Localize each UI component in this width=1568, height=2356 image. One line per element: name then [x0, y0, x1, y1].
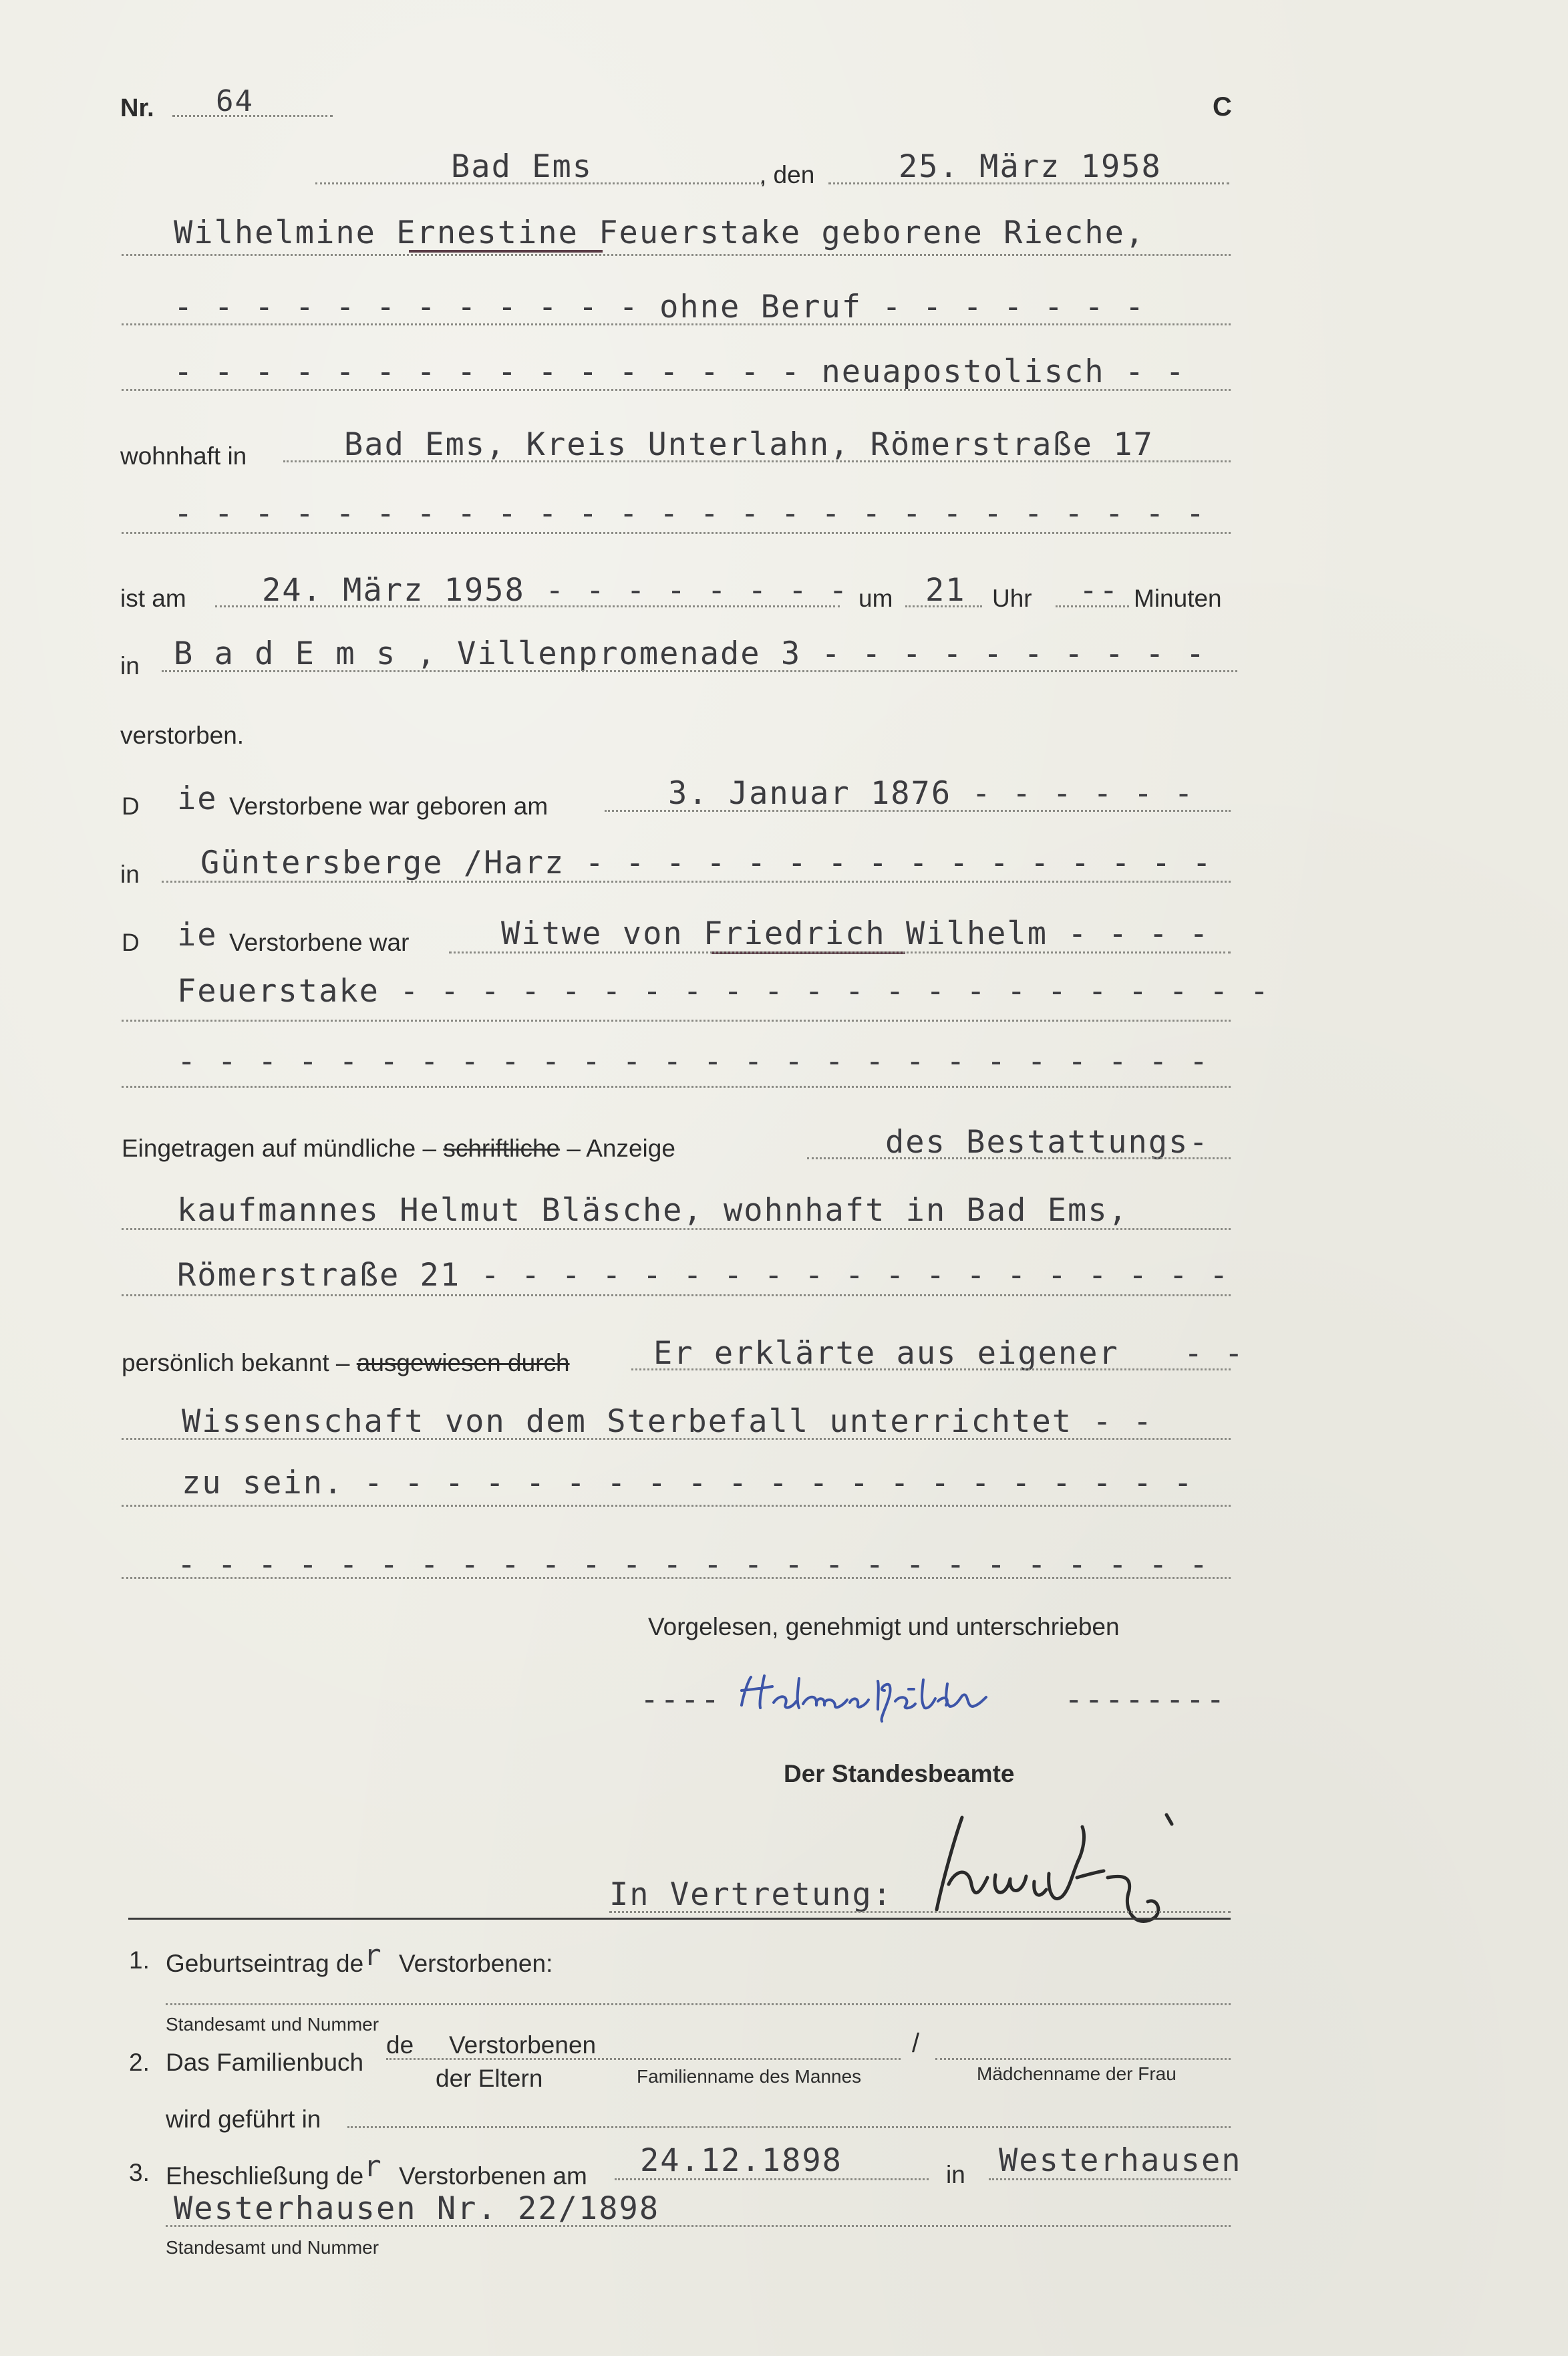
status-ie-typed: ie — [177, 917, 218, 953]
item3-typed-r: r — [363, 2150, 383, 2184]
deceased-name: Wilhelmine Ernestine Feuerstake geborene Rieche, — [174, 214, 1146, 251]
item3-label — [166, 2150, 587, 2190]
death-minutes-line — [1056, 605, 1129, 607]
marital-status-line3-dots — [122, 1086, 1231, 1088]
informant-dashes-left: ---- — [640, 1681, 722, 1718]
marital-status-line2: Feuerstake - - - - - - - - - - - - - - - - - - - - - - — [177, 973, 1271, 1010]
bekannt-label-a: persönlich bekannt – — [122, 1349, 350, 1376]
item1-label-a: Geburtseintrag de — [166, 1950, 364, 1977]
vertretung-line — [609, 1911, 1231, 1913]
item2-verstorbenen-label: Verstorbenen — [449, 2031, 597, 2059]
marital-status-line1: Witwe von Friedrich Wilhelm - - - - — [501, 915, 1210, 952]
item2-number: 2. — [129, 2049, 150, 2076]
in-vertretung-label: In Vertretung: — [609, 1876, 893, 1913]
birth-date-line — [605, 810, 1231, 812]
informant-line1-dots — [807, 1157, 1231, 1159]
declaration-line4-dots — [122, 1577, 1231, 1579]
item3-label-a: Eheschließung de — [166, 2162, 364, 2190]
registration-date-line — [828, 182, 1229, 184]
residence-continuation: - - - - - - - - - - - - - - - - - - - - - - - - - - — [174, 495, 1207, 532]
birth-d-label: D — [122, 792, 140, 820]
residence-continuation-line — [122, 532, 1231, 534]
declaration-line1: Er erklärte aus eigener — [653, 1335, 1119, 1372]
informant-signature — [735, 1670, 1015, 1724]
birth-place: Güntersberge /Harz - - - - - - - - - - - - - - - - — [200, 845, 1213, 881]
death-minutes: -- — [1079, 572, 1120, 609]
item3-label-b: Verstorbenen am — [398, 2162, 587, 2190]
item1-typed-r: r — [363, 1938, 383, 1972]
informant-line1: des Bestattungs- — [885, 1124, 1209, 1161]
minuten-label: Minuten — [1134, 585, 1222, 612]
death-place-in-label: in — [120, 652, 140, 680]
residence-line — [283, 460, 1231, 462]
eingetragen-label-a: Eingetragen auf mündliche – — [122, 1135, 437, 1162]
religion-line: - - - - - - - - - - - - - - - - neuapostolisch - - — [174, 353, 1186, 390]
occupation-dotted-line — [122, 323, 1231, 325]
eingetragen-label-b: – Anzeige — [567, 1135, 675, 1162]
item2-gefuehrt-line — [347, 2126, 1231, 2128]
item1-dotted-line — [166, 2003, 1231, 2005]
item2-label: Das Familienbuch — [166, 2049, 364, 2076]
ist-am-label: ist am — [120, 585, 186, 612]
birth-place-in-label: in — [120, 861, 140, 888]
item1-standesamt-caption: Standesamt und Nummer — [166, 2014, 379, 2035]
declaration-line3-dots — [122, 1505, 1231, 1507]
marriage-place-line — [989, 2178, 1231, 2180]
declaration-line1-tail: - - — [1184, 1335, 1245, 1372]
marital-status-line1-dots — [449, 951, 1231, 953]
wohnhaft-label: wohnhaft in — [120, 442, 247, 470]
informant-dashes-right: -------- — [1064, 1681, 1227, 1718]
marriage-place: Westerhausen — [999, 2142, 1242, 2179]
bekannt-label — [122, 1350, 570, 1375]
uhr-label: Uhr — [992, 585, 1032, 612]
declaration-line3: zu sein. - - - - - - - - - - - - - - - - - - - - - — [182, 1465, 1194, 1501]
item3-standesamt-caption: Standesamt und Nummer — [166, 2237, 379, 2258]
status-d-label: D — [122, 929, 140, 956]
footer-separator — [128, 1918, 1231, 1920]
deceased-name-underline — [409, 250, 603, 253]
marriage-date-line — [615, 2178, 929, 2180]
place-of-registration: Bad Ems — [451, 148, 593, 185]
informant-line2: kaufmannes Helmut Bläsche, wohnhaft in Bad Ems, — [177, 1192, 1128, 1229]
nr-label: Nr. — [120, 94, 154, 122]
status-label: Verstorbene war — [229, 929, 410, 956]
informant-line3-dots — [122, 1294, 1231, 1296]
register-number-line — [172, 115, 333, 117]
death-date: 24. März 1958 - - - - - - - - — [262, 572, 849, 609]
declaration-line2: Wissenschaft von dem Sterbefall unterrichtet - - — [182, 1403, 1154, 1440]
register-letter: C — [1213, 92, 1232, 122]
registration-date: 25. März 1958 — [899, 148, 1162, 185]
um-label: um — [858, 585, 893, 612]
marriage-register-line — [166, 2225, 1231, 2227]
item1-label — [166, 1938, 553, 1977]
declaration-line2-dots — [122, 1438, 1231, 1440]
item3-number: 3. — [129, 2159, 150, 2186]
vorgelesen-label: Vorgelesen, genehmigt und unterschrieben — [648, 1613, 1120, 1640]
birth-place-line — [162, 881, 1231, 883]
death-date-line — [215, 605, 840, 607]
marriage-register-entry: Westerhausen Nr. 22/1898 — [174, 2190, 660, 2227]
register-number: 64 — [216, 84, 254, 118]
eingetragen-label — [122, 1136, 675, 1161]
death-place-line — [162, 670, 1237, 672]
item2-gefuehrt-label: wird geführt in — [166, 2105, 321, 2133]
informant-line3: Römerstraße 21 - - - - - - - - - - - - - - - - - - - — [177, 1257, 1230, 1294]
death-hour-line — [905, 605, 982, 607]
marital-status-line2-dots — [122, 1020, 1231, 1022]
item1-number: 1. — [129, 1946, 150, 1974]
item2-line-frau — [935, 2058, 1231, 2060]
birth-label: Verstorbene war geboren am — [229, 792, 548, 820]
item2-eltern-label: der Eltern — [436, 2065, 543, 2092]
item2-slash: / — [912, 2029, 920, 2058]
ausgewiesen-struck: ausgewiesen durch — [356, 1349, 570, 1376]
declaration-line1-dots — [631, 1368, 1231, 1370]
birth-ie-typed: ie — [177, 780, 218, 817]
item2-frau-caption: Mädchenname der Frau — [977, 2063, 1177, 2084]
item2-mann-caption: Familienname des Mannes — [637, 2066, 862, 2087]
den-label: , den — [760, 161, 815, 188]
place-line — [315, 182, 763, 184]
death-place: B a d E m s , Villenpromenade 3 - - - - - - - - - - — [174, 635, 1207, 672]
death-hour: 21 — [925, 572, 966, 609]
marriage-date: 24.12.1898 — [640, 2142, 842, 2179]
religion-dotted-line — [122, 389, 1231, 391]
residence: Bad Ems, Kreis Unterlahn, Römerstraße 17 — [344, 426, 1154, 463]
birth-date: 3. Januar 1876 - - - - - - — [668, 775, 1195, 812]
standesbeamte-label: Der Standesbeamte — [784, 1760, 1015, 1787]
schriftliche-struck: schriftliche — [443, 1135, 561, 1162]
deceased-name-line — [122, 254, 1231, 256]
informant-line2-dots — [122, 1228, 1231, 1230]
item2-line-mann — [386, 2058, 901, 2060]
item1-label-b: Verstorbenen: — [398, 1950, 553, 1977]
declaration-line4: - - - - - - - - - - - - - - - - - - - - - - - - - - — [177, 1546, 1210, 1583]
marital-status-line3: - - - - - - - - - - - - - - - - - - - - - - - - - - — [177, 1043, 1210, 1080]
verstorben-label: verstorben. — [120, 722, 245, 749]
occupation-line: - - - - - - - - - - - - ohne Beruf - - - - - - - — [174, 289, 1146, 325]
item2-de-label: de — [386, 2031, 414, 2059]
item3-in-label: in — [946, 2161, 965, 2188]
